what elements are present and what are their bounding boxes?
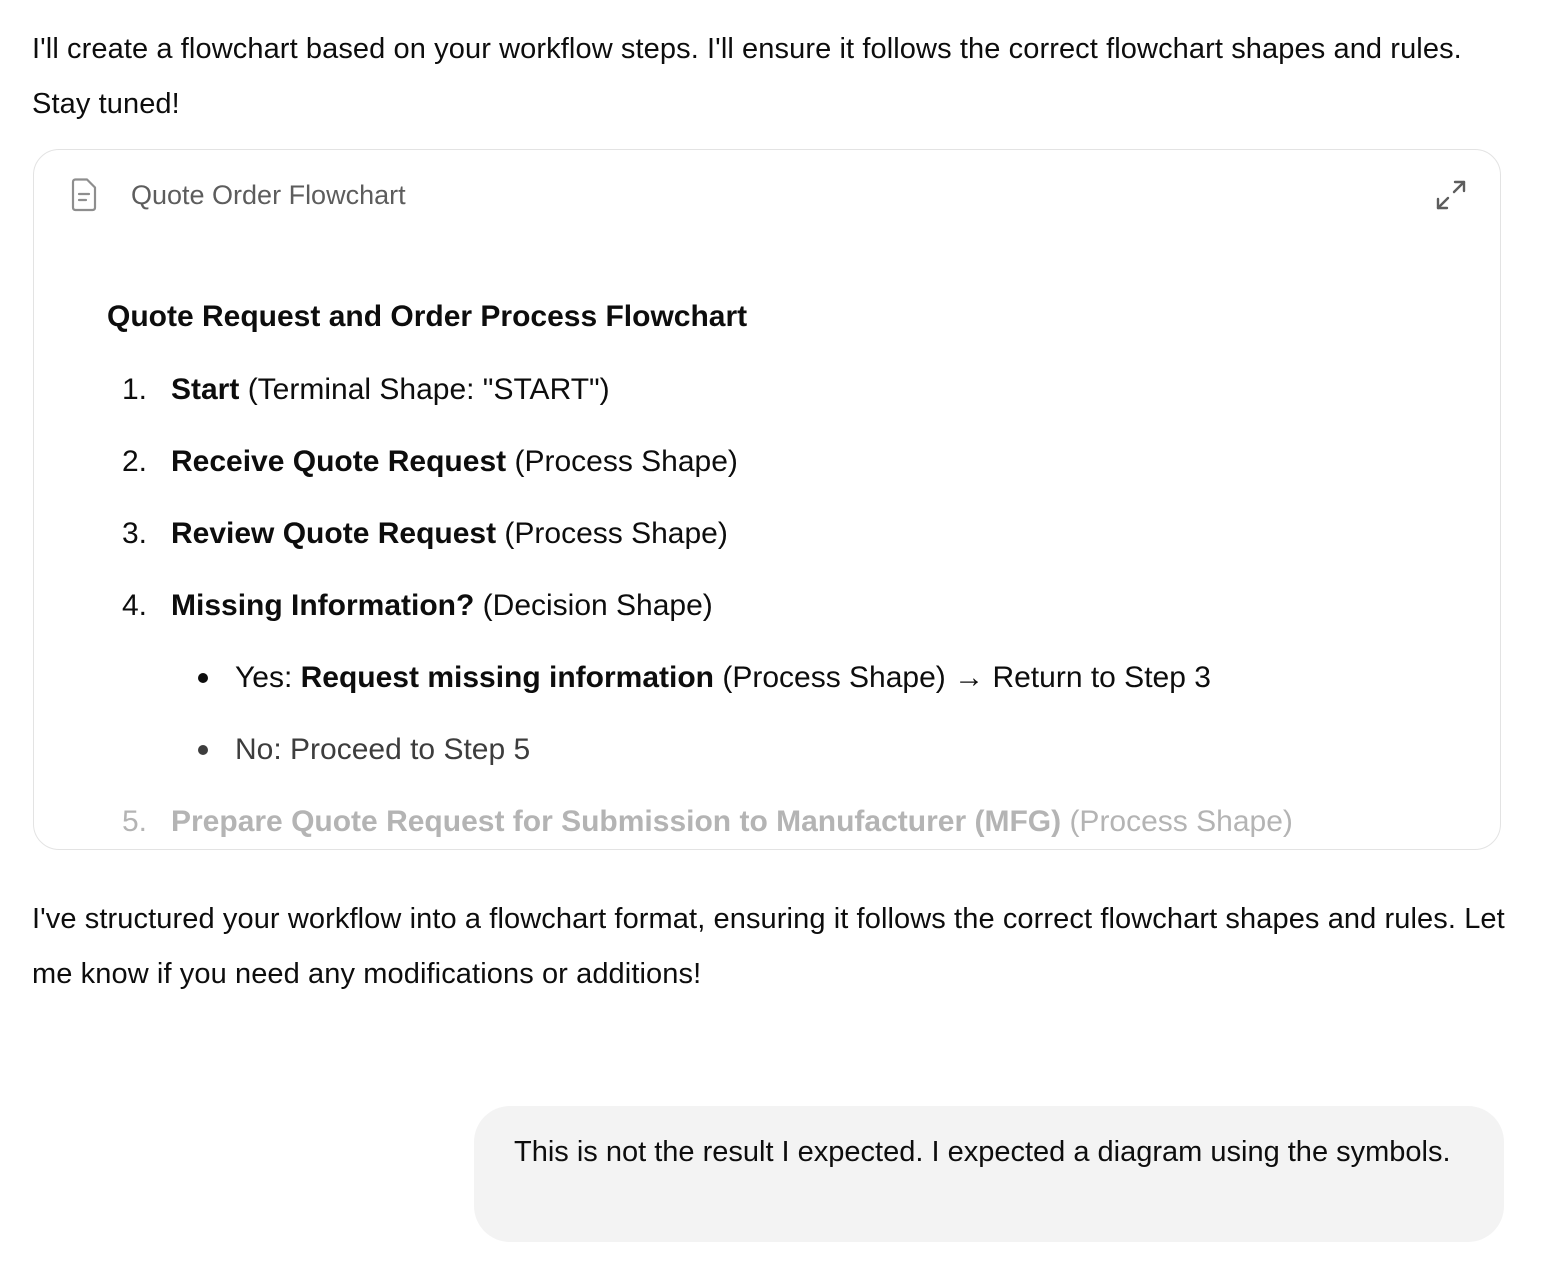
sub-list-item-no xyxy=(107,714,1467,786)
step-number: 4. xyxy=(122,589,148,622)
bullet-text: No: Proceed to Step 5 xyxy=(235,733,531,766)
list-item xyxy=(107,498,1467,570)
step-label: Prepare Quote Request for Submission to Manufacturer (MFG) xyxy=(171,805,1062,838)
step-number: 3. xyxy=(122,517,148,550)
bullet-dot-icon xyxy=(198,745,208,755)
step-number: 2. xyxy=(122,445,148,478)
step-label: Receive Quote Request xyxy=(171,445,507,478)
bullet-prefix: Yes: xyxy=(235,661,301,694)
artifact-header[interactable] xyxy=(34,150,1500,240)
step-label: Review Quote Request xyxy=(171,517,497,550)
document-heading: Quote Request and Order Process Flowchart xyxy=(107,300,748,333)
list-item xyxy=(107,786,1467,850)
list-item xyxy=(107,570,1467,642)
step-label: Start xyxy=(171,373,240,406)
document-icon xyxy=(70,178,98,212)
user-message-bubble xyxy=(474,1106,1504,1242)
step-shape: (Decision Shape) xyxy=(474,589,713,622)
step-number: 5. xyxy=(122,805,148,838)
step-label: Missing Information? xyxy=(171,589,475,622)
list-item xyxy=(107,426,1467,498)
step-shape: (Process Shape) xyxy=(506,445,738,478)
step-shape: (Process Shape) xyxy=(1061,805,1293,838)
artifact-title[interactable]: Quote Order Flowchart xyxy=(131,180,406,210)
bullet-label: Request missing information xyxy=(300,661,715,694)
artifact-card[interactable] xyxy=(33,149,1501,850)
bullet-rest: (Process Shape) → Return to Step 3 xyxy=(714,661,1211,694)
step-number: 1. xyxy=(122,373,148,406)
assistant-outro-message: I've structured your workflow into a flowchart format, ensuring it follows the correct flowchart shapes and rules. Let me know if you need any modifications or additions! xyxy=(32,903,1505,990)
step-shape: (Process Shape) xyxy=(496,517,728,550)
sub-list-item-yes xyxy=(107,642,1467,714)
assistant-intro-message: I'll create a flowchart based on your workflow steps. I'll ensure it follows the correct flowchart shapes and rules. Stay tuned! xyxy=(32,33,1462,120)
user-message-text: This is not the result I expected. I expected a diagram using the symbols. xyxy=(514,1136,1451,1168)
list-item xyxy=(107,354,1467,426)
bullet-dot-icon xyxy=(198,673,208,683)
step-shape: (Terminal Shape: "START") xyxy=(239,373,610,406)
steps-list xyxy=(107,354,1467,850)
expand-icon[interactable] xyxy=(1434,178,1468,212)
